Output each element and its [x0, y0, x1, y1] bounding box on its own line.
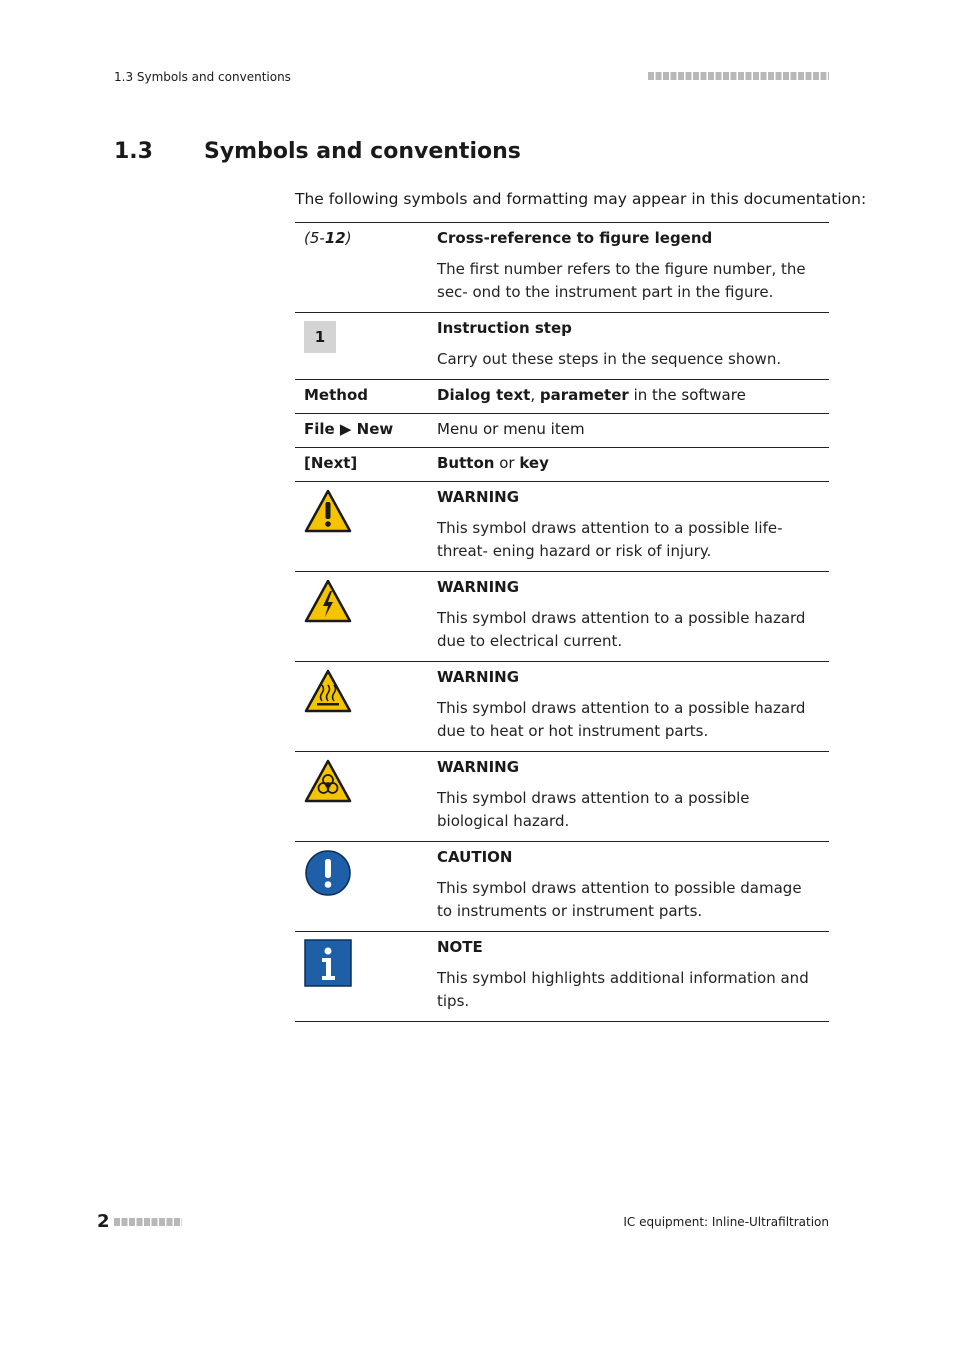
- description-cell: [428, 572, 829, 662]
- intro-text: The following symbols and formatting may appear in this documentation:: [295, 190, 867, 208]
- button-symbol: [Next]: [304, 454, 358, 472]
- row-description: This symbol highlights additional information and tips.: [437, 969, 809, 1010]
- description-cell: [428, 842, 829, 932]
- warning-electric-icon: [304, 579, 352, 623]
- description-cell: [428, 313, 829, 380]
- row-title: CAUTION: [437, 848, 513, 866]
- table-row: [295, 482, 829, 572]
- section-number: 1.3: [114, 139, 153, 164]
- step-number-box: 1: [304, 321, 336, 353]
- caution-icon: [304, 849, 352, 897]
- method-symbol: Method: [304, 386, 368, 404]
- row-description: This symbol draws attention to a possible hazard due to electrical current.: [437, 609, 806, 650]
- header-decoration: [648, 72, 829, 80]
- symbol-cell: [295, 313, 428, 380]
- row-title: WARNING: [437, 488, 520, 506]
- row-title: NOTE: [437, 938, 483, 956]
- footer-decoration: [114, 1218, 182, 1226]
- table-row: [295, 414, 829, 448]
- row-description: This symbol draws attention to possible damage to instruments or instrument parts.: [437, 879, 802, 920]
- description-cell: [428, 414, 829, 448]
- row-description: Menu or menu item: [437, 420, 585, 438]
- page-number: 2: [97, 1211, 110, 1232]
- running-head: 1.3 Symbols and conventions: [114, 70, 291, 84]
- symbols-table: [295, 222, 829, 1022]
- description-cell: [428, 662, 829, 752]
- row-title: WARNING: [437, 758, 520, 776]
- symbol-cell: [295, 752, 428, 842]
- description-cell: [428, 752, 829, 842]
- xref-symbol: (5-12): [304, 229, 352, 247]
- table-row: [295, 662, 829, 752]
- row-description: This symbol draws attention to a possible life-threat- ening hazard or risk of injury.: [437, 519, 783, 560]
- symbol-cell: [295, 414, 428, 448]
- info-icon: [304, 939, 352, 987]
- symbol-cell: [295, 932, 428, 1022]
- section-heading: [114, 139, 521, 164]
- warning-heat-icon: [304, 669, 352, 713]
- menu-symbol: File ▶ New: [304, 420, 394, 438]
- table-row: [295, 842, 829, 932]
- table-row: [295, 313, 829, 380]
- row-title: Cross-reference to figure legend: [437, 229, 713, 247]
- description-cell: [428, 223, 829, 313]
- footer-title: IC equipment: Inline-Ultrafiltration: [623, 1215, 829, 1229]
- row-title: WARNING: [437, 668, 520, 686]
- warning-biohazard-icon: [304, 759, 352, 803]
- row-description: The first number refers to the figure number, the sec- ond to the instrument part in the figure.: [437, 260, 806, 301]
- description-cell: [428, 932, 829, 1022]
- description-cell: [428, 482, 829, 572]
- row-description: Carry out these steps in the sequence shown.: [437, 350, 782, 368]
- description-cell: Dialog text, parameter in the software: [428, 380, 829, 414]
- table-row: [295, 380, 829, 414]
- row-title: WARNING: [437, 578, 520, 596]
- symbol-cell: [295, 380, 428, 414]
- row-description: This symbol draws attention to a possible hazard due to heat or hot instrument parts.: [437, 699, 806, 740]
- row-description: This symbol draws attention to a possible biological hazard.: [437, 789, 750, 830]
- symbol-cell: [295, 842, 428, 932]
- row-title: Instruction step: [437, 319, 572, 337]
- symbol-cell: [295, 572, 428, 662]
- table-row: [295, 448, 829, 482]
- symbol-cell: [295, 662, 428, 752]
- description-cell: Button or key: [428, 448, 829, 482]
- table-row: [295, 752, 829, 842]
- table-row: [295, 932, 829, 1022]
- symbol-cell: [295, 223, 428, 313]
- symbol-cell: [295, 448, 428, 482]
- warning-general-icon: [304, 489, 352, 533]
- table-row: [295, 223, 829, 313]
- table-row: [295, 572, 829, 662]
- section-title: Symbols and conventions: [204, 139, 521, 164]
- symbol-cell: [295, 482, 428, 572]
